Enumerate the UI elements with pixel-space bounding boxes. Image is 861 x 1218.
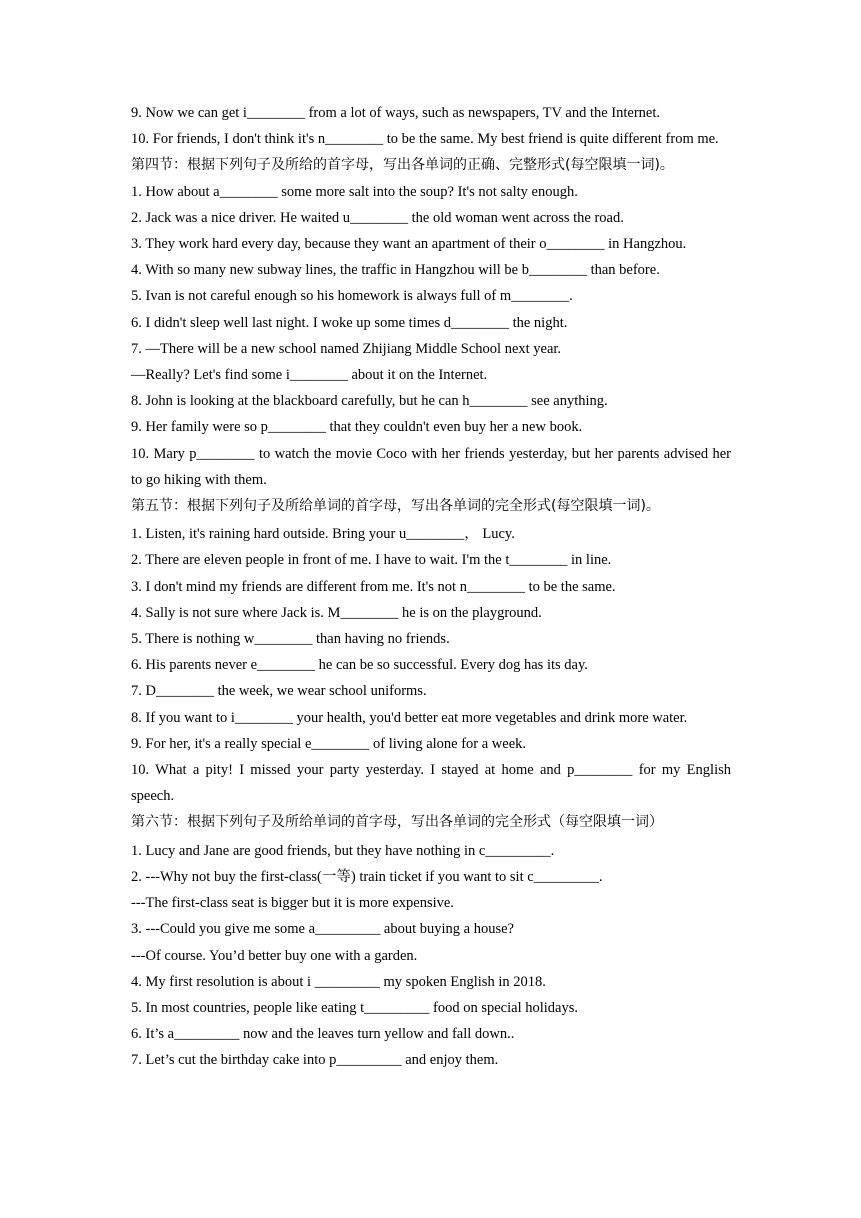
question-s4-7b: —Really? Let's find some i________ about it on the Internet.	[131, 367, 488, 384]
question-s4-2: 2. Jack was a nice driver. He waited u________ the old woman went across the road.	[131, 209, 624, 226]
question-s6-3a: 3. ---Could you give me some a_________ about buying a house?	[131, 921, 514, 938]
question-s4-5: 5. Ivan is not careful enough so his homework is always full of m________.	[131, 288, 573, 305]
question-s6-7: 7. Let’s cut the birthday cake into p_________ and enjoy them.	[131, 1052, 499, 1069]
question-s6-1: 1. Lucy and Jane are good friends, but they have nothing in c_________.	[131, 842, 555, 859]
question-s6-6: 6. It’s a_________ now and the leaves turn yellow and fall down..	[131, 1026, 515, 1043]
question-s6-3b: ---Of course. You’d better buy one with a garden.	[131, 947, 418, 964]
question-s5-8: 8. If you want to i________ your health, you'd better eat more vegetables and drink more water.	[131, 709, 688, 726]
question-s5-10: 10. What a pity! I missed your party yesterday. I stayed at home and p________ for my English speech.	[131, 762, 731, 805]
section-5	[131, 493, 731, 809]
question-s4-4: 4. With so many new subway lines, the traffic in Hangzhou will be b________ than before.	[131, 262, 660, 279]
question-s6-5: 5. In most countries, people like eating t_________ food on special holidays.	[131, 999, 579, 1016]
question-s4-3: 3. They work hard every day, because they want an apartment of their o________ in Hangzhou.	[131, 236, 687, 253]
question-s3-10: 10. For friends, I don't think it's n________ to be the same. My best friend is quite different from me.	[131, 131, 719, 148]
question-s4-10: 10. Mary p________ to watch the movie Coco with her friends yesterday, but her parents advised her to go hiking with them.	[131, 445, 731, 488]
question-s6-2b: ---The first-class seat is bigger but it is more expensive.	[131, 895, 454, 912]
section-4-heading: 第四节：根据下列句子及所给的首字母，写出各单词的正确、完整形式(每空限填一词)。	[131, 157, 674, 174]
question-s5-1: 1. Listen, it's raining hard outside. Bring your u________， Lucy.	[131, 526, 515, 543]
question-s4-6: 6. I didn't sleep well last night. I woke up some times d________ the night.	[131, 314, 568, 331]
question-s4-9: 9. Her family were so p________ that they couldn't even buy her a new book.	[131, 419, 583, 436]
question-s6-2a: 2. ---Why not buy the first-class(一等) train ticket if you want to sit c_________.	[131, 868, 603, 885]
question-s4-1: 1. How about a________ some more salt into the soup? It's not salty enough.	[131, 183, 578, 200]
document-page	[131, 100, 731, 1074]
question-s6-4: 4. My first resolution is about i _________ my spoken English in 2018.	[131, 973, 546, 990]
question-s5-6: 6. His parents never e________ he can be so successful. Every dog has its day.	[131, 657, 588, 674]
question-s4-8: 8. John is looking at the blackboard carefully, but he can h________ see anything.	[131, 393, 608, 410]
section-3-tail	[131, 100, 731, 152]
question-s5-2: 2. There are eleven people in front of me. I have to wait. I'm the t________ in line.	[131, 552, 612, 569]
section-4	[131, 152, 731, 493]
question-s5-9: 9. For her, it's a really special e________ of living alone for a week.	[131, 735, 527, 752]
question-s3-9: 9. Now we can get i________ from a lot of ways, such as newspapers, TV and the Internet.	[131, 105, 660, 121]
question-s5-4: 4. Sally is not sure where Jack is. M________ he is on the playground.	[131, 604, 542, 621]
section-6-heading: 第六节：根据下列句子及所给单词的首字母，写出各单词的完全形式（每空限填一词）	[131, 814, 663, 831]
question-s5-3: 3. I don't mind my friends are different from me. It's not n________ to be the same.	[131, 578, 616, 595]
section-5-heading: 第五节：根据下列句子及所给单词的首字母，写出各单词的完全形式(每空限填一词)。	[131, 498, 660, 515]
section-6	[131, 809, 731, 1073]
question-s5-5: 5. There is nothing w________ than having no friends.	[131, 631, 450, 648]
question-s4-7a: 7. —There will be a new school named Zhijiang Middle School next year.	[131, 340, 562, 357]
question-s5-7: 7. D________ the week, we wear school uniforms.	[131, 683, 427, 700]
